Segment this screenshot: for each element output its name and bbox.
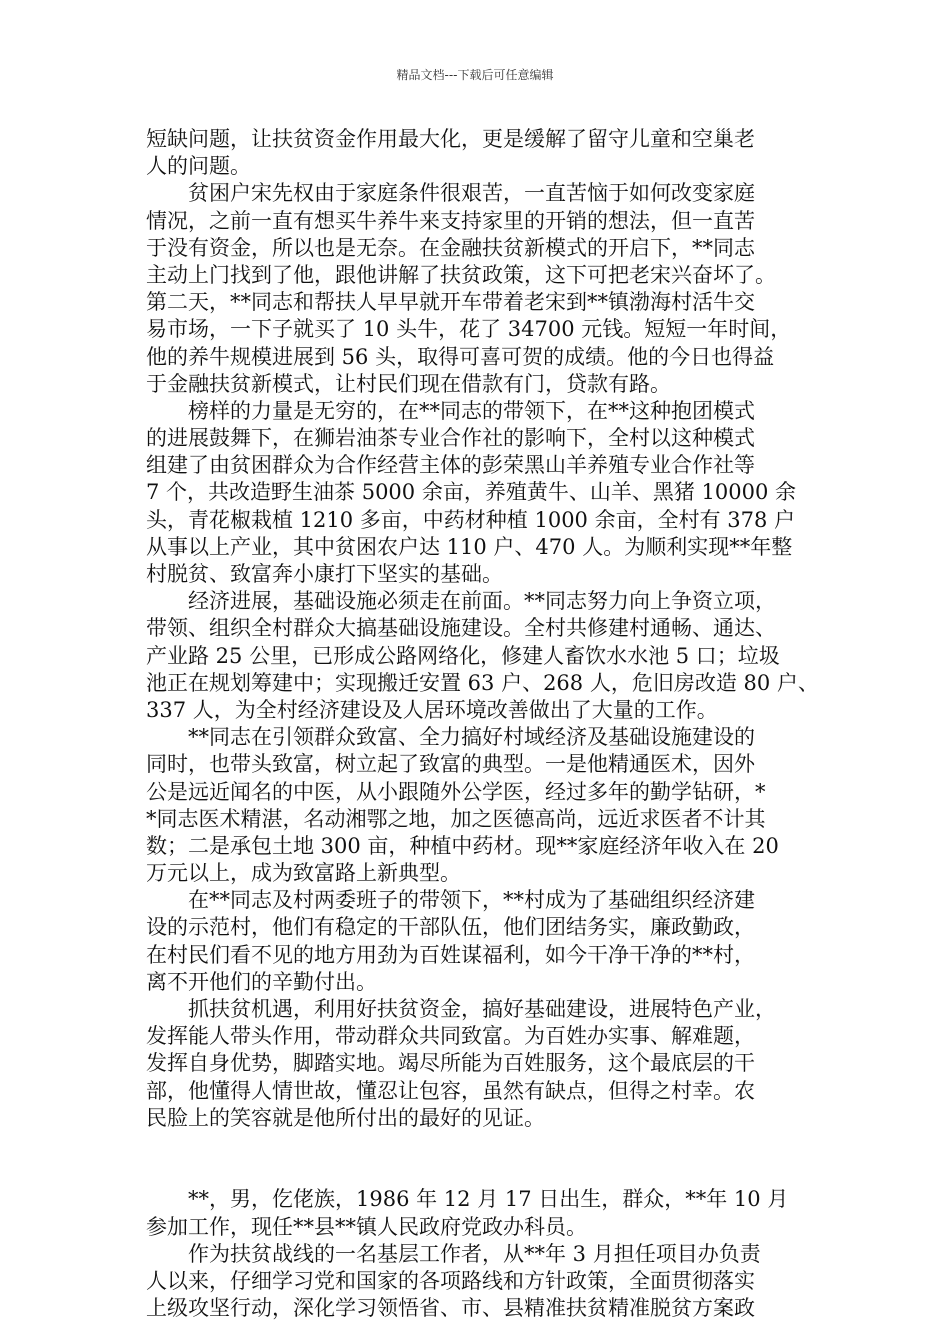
- text-line: 万元以上，成为致富路上新典型。: [146, 861, 461, 886]
- text-line: 发挥能人带头作用，带动群众共同致富。为百姓办实事、解难题，: [146, 1024, 755, 1049]
- text-line: 他的养牛规模进展到 56 头，取得可喜可贺的成绩。他的今日也得益: [146, 344, 775, 369]
- text-line: 带领、组织全村群众大搞基础设施建设。全村共修建村通畅、通达、: [146, 616, 776, 641]
- text-line: 人以来，仔细学习党和国家的各项路线和方针政策，全面贯彻落实: [146, 1268, 755, 1293]
- text-line: 7 个，共改造野生油茶 5000 余亩，养殖黄牛、山羊、黑猪 10000 余: [146, 480, 796, 505]
- text-line: 作为扶贫战线的一名基层工作者，从**年 3 月担任项目办负责: [188, 1241, 761, 1266]
- text-line: 上级攻坚行动，深化学习领悟省、市、县精准扶贫精准脱贫方案政: [146, 1296, 755, 1321]
- text-line: **同志在引领群众致富、全力搞好村域经济及基础设施建设的: [188, 725, 755, 750]
- text-line: 数；二是承包土地 300 亩，种植中药材。现**家庭经济年收入在 20: [146, 833, 779, 858]
- text-line: 榜样的力量是无穷的，在**同志的带领下，在**这种抱团模式: [188, 398, 755, 423]
- paragraph-gap: [146, 1132, 812, 1186]
- text-line: 于没有资金，所以也是无奈。在金融扶贫新模式的开启下，**同志: [146, 235, 755, 260]
- document-body: [146, 126, 819, 1322]
- text-line: 产业路 25 公里，已形成公路网络化，修建人畜饮水水池 5 口；垃圾: [146, 643, 780, 668]
- text-line: 337 人，为全村经济建设及人居环境改善做出了大量的工作。: [146, 697, 718, 722]
- page-header: 精品文档---下载后可任意编辑: [396, 68, 554, 82]
- text-line: 主动上门找到了他，跟他讲解了扶贫政策，这下可把老宋兴奋坏了。: [146, 262, 776, 287]
- text-line: 部，他懂得人情世故，懂忍让包容，虽然有缺点，但得之村幸。农: [146, 1078, 755, 1103]
- text-line: 发挥自身优势，脚踏实地。竭尽所能为百姓服务，这个最底层的干: [146, 1051, 755, 1076]
- text-line: 第二天，**同志和帮扶人早早就开车带着老宋到**镇渤海村活牛交: [146, 290, 755, 315]
- text-line: *同志医术精湛，名动湘鄂之地，加之医德高尚，远近求医者不计其: [146, 806, 766, 831]
- text-line: 从事以上产业，其中贫困农户达 110 户、470 人。为顺利实现**年整: [146, 534, 793, 559]
- text-line: 组建了由贫困群众为合作经营主体的彭荣黑山羊养殖专业合作社等: [146, 453, 755, 478]
- text-line: 在村民们看不见的地方用劲为百姓谋福利，如今干净干净的**村，: [146, 942, 755, 967]
- text-line: 易市场，一下子就买了 10 头牛，花了 34700 元钱。短短一年时间，: [146, 317, 792, 342]
- text-line: 在**同志及村两委班子的带领下，**村成为了基础组织经济建: [188, 888, 755, 913]
- text-line: 设的示范村，他们有稳定的干部队伍，他们团结务实，廉政勤政，: [146, 915, 755, 940]
- text-line: 抓扶贫机遇，利用好扶贫资金，搞好基础建设，进展特色产业，: [188, 997, 776, 1021]
- text-line: 离不开他们的辛勤付出。: [146, 969, 377, 994]
- text-line: 同时，也带头致富，树立起了致富的典型。一是他精通医术，因外: [146, 752, 755, 777]
- text-line: 短缺问题，让扶贫资金作用最大化，更是缓解了留守儿童和空巢老: [146, 127, 755, 151]
- text-line: 于金融扶贫新模式，让村民们现在借款有门，贷款有路。: [146, 371, 671, 396]
- text-line: 公是远近闻名的中医，从小跟随外公学医，经过多年的勤学钻研，*: [146, 779, 766, 804]
- text-line: 池正在规划筹建中；实现搬迁安置 63 户、268 人，危旧房改造 80 户、: [146, 670, 819, 695]
- text-line: 的进展鼓舞下，在狮岩油茶专业合作社的影响下，全村以这种模式: [146, 426, 755, 451]
- text-line: 贫困户宋先权由于家庭条件很艰苦，一直苦恼于如何改变家庭: [188, 181, 755, 206]
- text-line: **，男，仡佬族，1986 年 12 月 17 日出生，群众，**年 10 月: [188, 1187, 789, 1212]
- text-line: 村脱贫、致富奔小康打下坚实的基础。: [146, 562, 503, 586]
- text-line: 头，青花椒栽植 1210 多亩，中药材种植 1000 余亩，全村有 378 户: [146, 507, 796, 532]
- text-line: 情况，之前一直有想买牛养牛来支持家里的开销的想法，但一直苦: [146, 208, 755, 233]
- text-line: 经济进展，基础设施必须走在前面。**同志努力向上争资立项，: [188, 589, 776, 614]
- text-line: 参加工作，现任**县**镇人民政府党政办科员。: [146, 1214, 587, 1239]
- text-line: 民脸上的笑容就是他所付出的最好的见证。: [146, 1105, 545, 1130]
- text-line: 人的问题。: [146, 154, 251, 179]
